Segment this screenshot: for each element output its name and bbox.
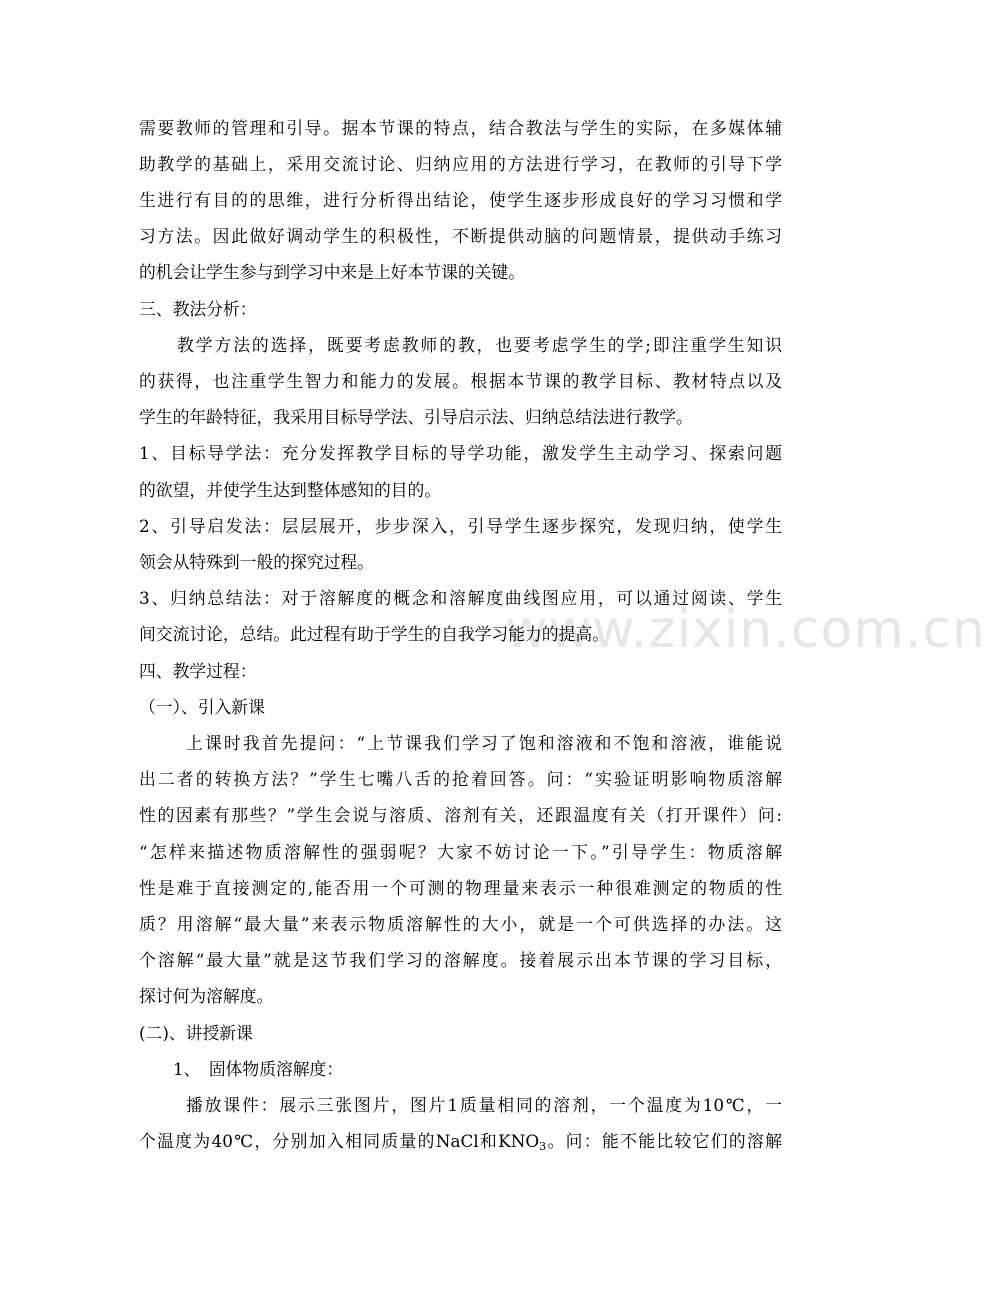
list-item: 1、目标导学法：充分发挥教学目标的导学功能，激发学生主动学习、探索问题	[139, 443, 782, 463]
paragraph-line: 的机会让学生参与到学习中来是上好本节课的关键。	[139, 262, 525, 282]
paragraph-line: 探讨何为溶解度。	[139, 986, 274, 1006]
watermark: www.zixin.com.cn	[505, 600, 986, 660]
paragraph-line: 生进行有目的的思维，进行分析得出结论，使学生逐步形成良好的学习习惯和学	[139, 190, 782, 210]
paragraph-line: 习方法。因此做好调动学生的积极性，不断提供动脑的问题情景，提供动手练习	[139, 226, 782, 246]
paragraph-line	[139, 1129, 782, 1153]
paragraph-line: 性是难于直接测定的,能否用一个可测的物理量来表示一种很难测定的物质的性	[139, 878, 782, 898]
text-segment: 个温度为40℃，分别加入相同质量的NaCl和KNO	[139, 1131, 540, 1151]
paragraph-line: 领会从特殊到一般的探究过程。	[139, 552, 374, 572]
paragraph-line: 个溶解“最大量”就是这节我们学习的溶解度。接着展示出本节课的学习目标，	[139, 950, 782, 970]
paragraph-line: 教学方法的选择，既要考虑教师的教，也要考虑学生的学;即注重学生知识	[177, 335, 782, 355]
subsection-heading: (二)、讲授新课	[139, 1023, 253, 1043]
section-heading: 四、教学过程：	[139, 661, 257, 681]
paragraph-line: 质？用溶解“最大量”来表示物质溶解性的大小，就是一个可供选择的办法。这	[139, 914, 782, 934]
paragraph-line: 上课时我首先提问：“上节课我们学习了饱和溶液和不饱和溶液，谁能说	[186, 733, 782, 753]
list-item: 2、引导启发法：层层展开，步步深入，引导学生逐步探究，发现归纳，使学生	[139, 516, 782, 536]
paragraph-line: 的欲望，并使学生达到整体感知的目的。	[139, 480, 442, 500]
section-heading: 三、教法分析：	[139, 299, 257, 319]
paragraph-line: 性的因素有那些？”学生会说与溶质、溶剂有关，还跟温度有关（打开课件）问:	[139, 805, 782, 825]
paragraph-line: 助教学的基础上，采用交流讨论、归纳应用的方法进行学习，在教师的引导下学	[139, 154, 782, 174]
subsection-heading: （一）、引入新课	[139, 697, 265, 717]
list-item: 3、归纳总结法：对于溶解度的概念和溶解度曲线图应用，可以通过阅读、学生	[139, 588, 782, 608]
paragraph-line: 学生的年龄特征，我采用目标导学法、引导启示法、归纳总结法进行教学。	[139, 407, 693, 427]
paragraph-line: 需要教师的管理和引导。据本节课的特点，结合教法与学生的实际，在多媒体辅	[139, 118, 782, 138]
paragraph-line: 的获得，也注重学生智力和能力的发展。根据本节课的教学目标、教材特点以及	[139, 371, 782, 391]
paragraph-line: 间交流讨论，总结。此过程有助于学生的自我学习能力的提高。	[139, 624, 609, 644]
subsection-heading: 1、 固体物质溶解度：	[173, 1059, 344, 1079]
paragraph-line: 播放课件：展示三张图片，图片1质量相同的溶剂，一个温度为10℃，一	[186, 1095, 782, 1115]
text-segment: 。问：能不能比较它们的溶解	[546, 1131, 782, 1151]
subscript: 3	[539, 1140, 547, 1153]
paragraph-line: 出二者的转换方法？”学生七嘴八舌的抢着回答。问：“实验证明影响物质溶解	[139, 769, 782, 789]
paragraph-line: “怎样来描述物质溶解性的强弱呢？大家不妨讨论一下。”引导学生：物质溶解	[139, 842, 782, 862]
